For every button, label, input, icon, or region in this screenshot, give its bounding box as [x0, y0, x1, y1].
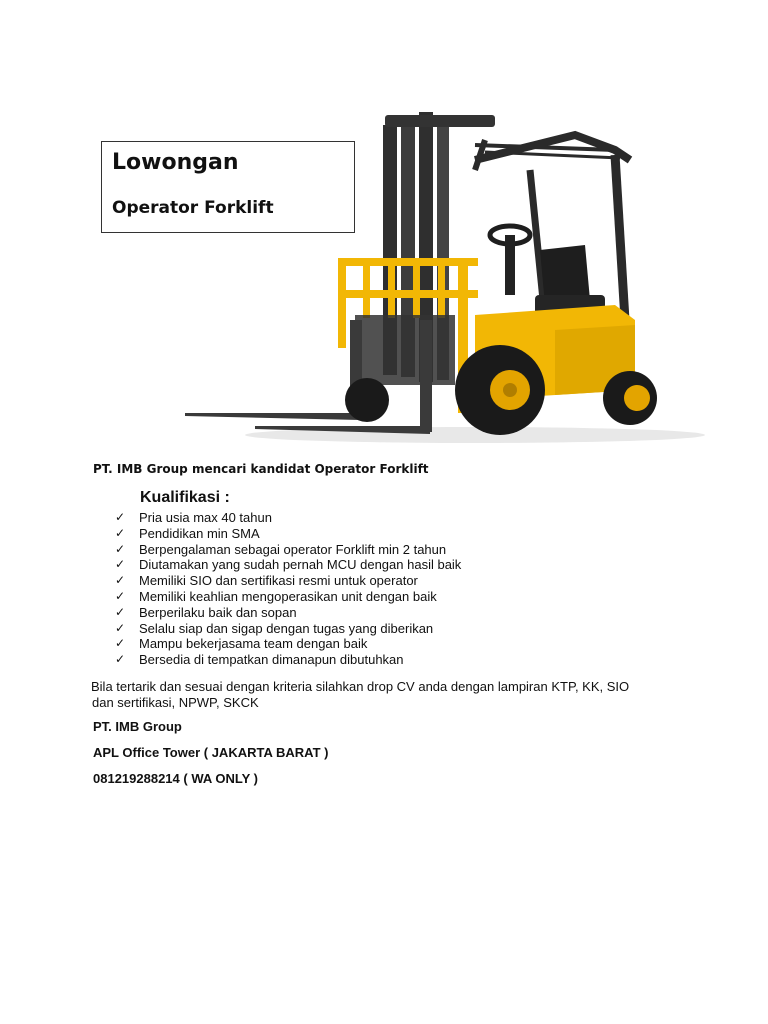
- checkmark-icon: ✓: [115, 541, 126, 556]
- checkmark-icon: ✓: [115, 510, 126, 524]
- checkmark-icon: ✓: [115, 636, 126, 651]
- title-box: [101, 141, 355, 233]
- list-item: ✓ Memiliki SIO dan sertifikasi resmi untuk operator: [115, 573, 418, 589]
- qualifications-heading: Kualifikasi :: [140, 489, 230, 506]
- list-item: ✓ Diutamakan yang sudah pernah MCU dengan hasil baik: [115, 557, 462, 573]
- company-name: PT. IMB Group: [93, 719, 182, 734]
- list-item: ✓ Bersedia di tempatkan dimanapun dibutuhkan: [115, 652, 404, 668]
- title-position: Operator Forklift: [112, 198, 274, 218]
- qualifications-list: [115, 510, 461, 668]
- checkmark-icon: ✓: [115, 557, 126, 572]
- intro-text: PT. IMB Group mencari kandidat Operator Forklift: [93, 462, 429, 476]
- apply-line-1: Bila tertarik dan sesuai dengan kriteria silahkan drop CV anda dengan lampiran KTP, KK, SIO: [91, 679, 630, 694]
- checkmark-icon: ✓: [115, 525, 126, 540]
- company-address: APL Office Tower ( JAKARTA BARAT ): [93, 745, 329, 760]
- title-lowongan: Lowongan: [112, 150, 239, 175]
- list-item: ✓ Memiliki keahlian mengoperasikan unit dengan baik: [115, 588, 437, 604]
- checkmark-icon: ✓: [115, 652, 126, 667]
- checkmark-icon: ✓: [115, 604, 126, 619]
- checkmark-icon: ✓: [115, 588, 126, 603]
- list-item: ✓ Pria usia max 40 tahun: [115, 510, 272, 525]
- list-item: ✓ Mampu bekerjasama team dengan baik: [115, 636, 368, 652]
- list-item: ✓ Berperilaku baik dan sopan: [115, 604, 297, 620]
- checkmark-icon: ✓: [115, 573, 126, 588]
- list-item: ✓ Berpengalaman sebagai operator Forklift min 2 tahun: [115, 541, 447, 557]
- list-item: ✓ Pendidikan min SMA: [115, 525, 260, 541]
- apply-line-2: dan sertifikasi, NPWP, SKCK: [92, 694, 259, 710]
- contact-phone: 081219288214 ( WA ONLY ): [93, 771, 259, 786]
- checkmark-icon: ✓: [115, 620, 126, 635]
- apply-instructions: [91, 679, 671, 710]
- list-item: ✓ Selalu siap dan sigap dengan tugas yang diberikan: [115, 620, 434, 636]
